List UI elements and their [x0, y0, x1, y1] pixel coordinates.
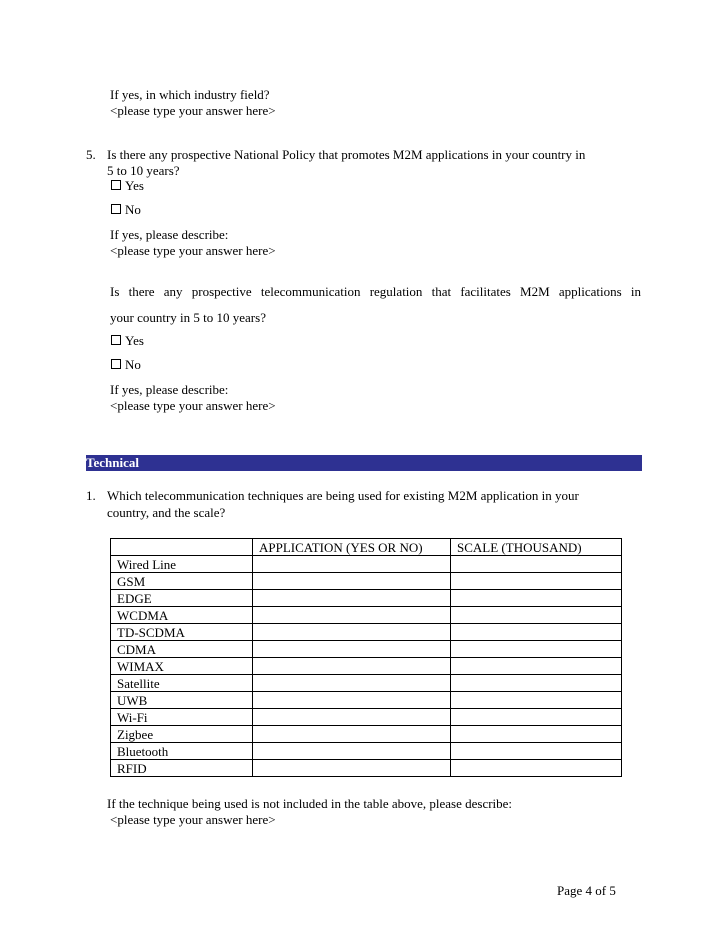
- table-row: [111, 624, 622, 641]
- table-row: [111, 658, 622, 675]
- table-row: [111, 675, 622, 692]
- technical-section-header: [86, 455, 642, 471]
- q5-describe-label: If yes, please describe:: [110, 227, 229, 242]
- q5-yes-checkbox[interactable]: [111, 180, 121, 190]
- technical-section-title: Technical: [86, 455, 139, 470]
- question-5-text: Is there any prospective National Policy that promotes M2M applications in your country in: [107, 147, 586, 162]
- scale-cell[interactable]: [451, 743, 622, 760]
- application-cell[interactable]: [253, 726, 451, 743]
- technique-name-cell: Wired Line: [111, 556, 253, 573]
- application-cell[interactable]: [253, 624, 451, 641]
- scale-cell[interactable]: [451, 692, 622, 709]
- table-row: [111, 607, 622, 624]
- table-header-row: [111, 539, 622, 556]
- technique-name-cell: RFID: [111, 760, 253, 777]
- scale-cell[interactable]: [451, 573, 622, 590]
- reg-no-label: No: [125, 357, 141, 372]
- scale-cell[interactable]: [451, 726, 622, 743]
- application-cell[interactable]: [253, 607, 451, 624]
- table-row: [111, 692, 622, 709]
- application-cell[interactable]: [253, 743, 451, 760]
- regulation-question-text: Is there any prospective telecommunication regulation that facilitates M2M applications in: [110, 284, 641, 299]
- application-cell[interactable]: [253, 556, 451, 573]
- application-cell[interactable]: [253, 692, 451, 709]
- q5-yes-label: Yes: [125, 178, 144, 193]
- scale-cell[interactable]: [451, 607, 622, 624]
- table-row: [111, 573, 622, 590]
- table-row: [111, 726, 622, 743]
- application-cell[interactable]: [253, 658, 451, 675]
- technique-name-cell: Wi-Fi: [111, 709, 253, 726]
- table-row: [111, 590, 622, 607]
- technical-question-1-text: Which telecommunication techniques are being used for existing M2M application in your: [107, 488, 579, 503]
- reg-yes-label: Yes: [125, 333, 144, 348]
- industry-field-question: If yes, in which industry field?: [110, 87, 270, 102]
- table-header-cell: [111, 539, 253, 556]
- technical-question-1-text-cont: country, and the scale?: [107, 505, 226, 520]
- other-technique-label: If the technique being used is not included in the table above, please describe:: [107, 796, 513, 811]
- other-technique-answer[interactable]: <please type your answer here>: [110, 812, 276, 827]
- technique-table: [110, 538, 622, 777]
- reg-no-checkbox[interactable]: [111, 359, 121, 369]
- scale-cell[interactable]: [451, 624, 622, 641]
- technique-name-cell: CDMA: [111, 641, 253, 658]
- scale-cell[interactable]: [451, 641, 622, 658]
- technical-question-1-number: 1.: [86, 488, 96, 503]
- scale-cell[interactable]: [451, 590, 622, 607]
- q5-describe-answer[interactable]: <please type your answer here>: [110, 243, 276, 258]
- reg-describe-label: If yes, please describe:: [110, 382, 229, 397]
- technique-name-cell: Satellite: [111, 675, 253, 692]
- q5-no-label: No: [125, 202, 141, 217]
- question-5-number: 5.: [86, 147, 96, 162]
- page-number: Page 4 of 5: [557, 883, 616, 898]
- scale-cell[interactable]: [451, 675, 622, 692]
- scale-cell[interactable]: [451, 760, 622, 777]
- technique-name-cell: WCDMA: [111, 607, 253, 624]
- application-cell[interactable]: [253, 760, 451, 777]
- scale-cell[interactable]: [451, 658, 622, 675]
- technique-name-cell: Bluetooth: [111, 743, 253, 760]
- technique-name-cell: EDGE: [111, 590, 253, 607]
- table-row: [111, 709, 622, 726]
- application-cell[interactable]: [253, 590, 451, 607]
- q5-no-checkbox[interactable]: [111, 204, 121, 214]
- scale-cell[interactable]: [451, 709, 622, 726]
- technique-name-cell: Zigbee: [111, 726, 253, 743]
- reg-describe-answer[interactable]: <please type your answer here>: [110, 398, 276, 413]
- table-row: [111, 743, 622, 760]
- table-row: [111, 760, 622, 777]
- technique-name-cell: TD-SCDMA: [111, 624, 253, 641]
- application-cell[interactable]: [253, 573, 451, 590]
- question-5-text-cont: 5 to 10 years?: [107, 163, 180, 178]
- regulation-question-text-cont: your country in 5 to 10 years?: [110, 310, 266, 325]
- technique-name-cell: UWB: [111, 692, 253, 709]
- reg-yes-checkbox[interactable]: [111, 335, 121, 345]
- application-cell[interactable]: [253, 709, 451, 726]
- table-row: [111, 556, 622, 573]
- technique-name-cell: GSM: [111, 573, 253, 590]
- application-cell[interactable]: [253, 675, 451, 692]
- application-cell[interactable]: [253, 641, 451, 658]
- table-header-cell: APPLICATION (YES OR NO): [253, 539, 451, 556]
- scale-cell[interactable]: [451, 556, 622, 573]
- table-header-cell: SCALE (THOUSAND): [451, 539, 622, 556]
- technique-name-cell: WIMAX: [111, 658, 253, 675]
- industry-field-answer[interactable]: <please type your answer here>: [110, 103, 276, 118]
- table-row: [111, 641, 622, 658]
